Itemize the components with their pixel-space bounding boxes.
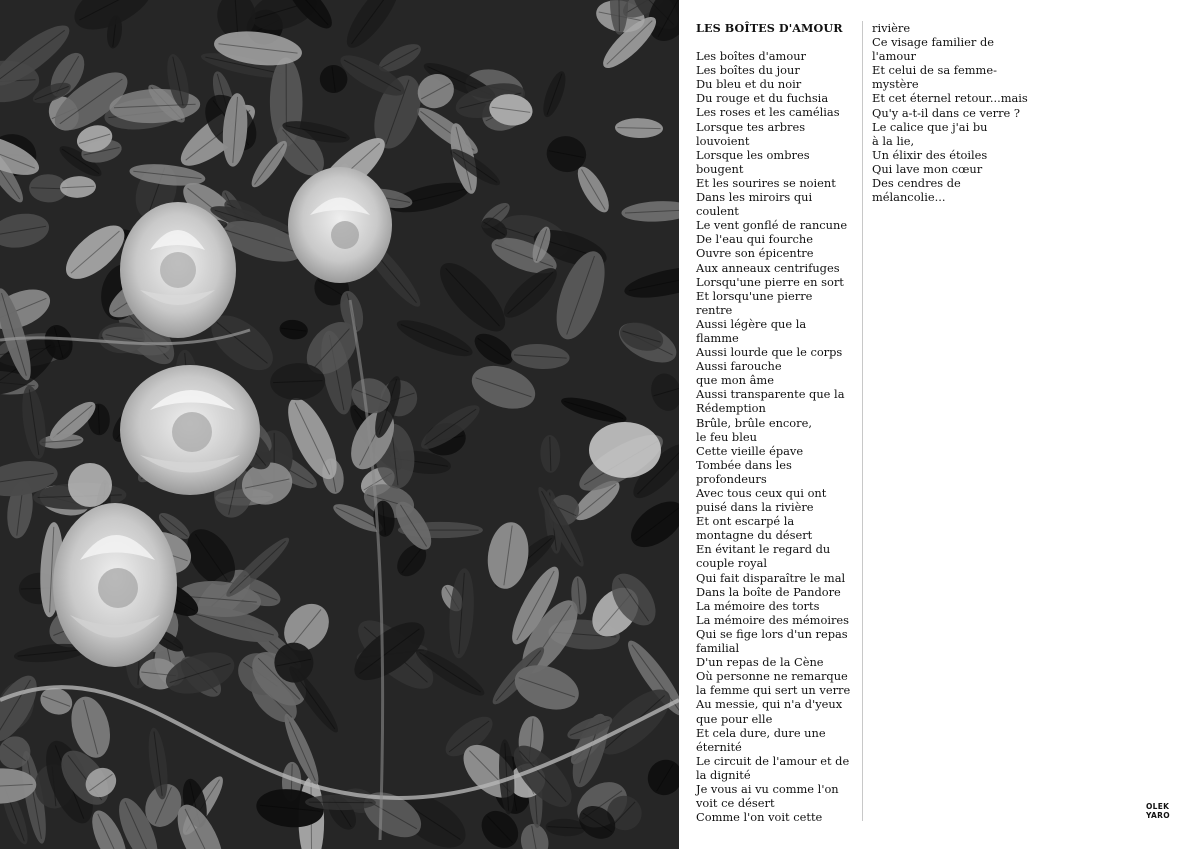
poem-line: Qui fait disparaître le mal [696,570,846,585]
poem-title: LES BOÎTES D'AMOUR [696,21,843,35]
poem-line: Aussi légère que la [696,316,807,331]
poem-line: Les boîtes du jour [696,63,800,78]
poem-line: puisé dans la rivière [696,500,814,515]
poem-line: coulent [696,204,739,219]
poem-line: la dignité [696,767,751,782]
poem-line: Le calice que j'ai bu [872,119,988,134]
poem-line: à la lie, [872,133,915,148]
poem-line: Qui se fige lors d'un repas [696,626,848,641]
poem-line: flamme [696,330,739,345]
signature-line-2: YARO [1146,810,1170,820]
poem-line: Aussi lourde que le corps [696,345,843,360]
poem-line: Du bleu et du noir [696,77,802,92]
poem-line: Aux anneaux centrifuges [696,260,840,275]
poem-line: le feu bleu [696,429,757,444]
poem-line: que mon âme [696,373,774,388]
poem-line: Et cet éternel retour...mais [872,91,1028,106]
poem-line: Et ont escarpé la [696,514,795,529]
author-signature [1146,803,1176,820]
poem-line: Où personne ne remarque [696,669,848,684]
poem-line: D'un repas de la Cène [696,655,824,670]
poem-line: que pour elle [696,711,773,726]
poem-line: La mémoire des torts [696,598,820,613]
poem-line: profondeurs [696,471,767,486]
poem-column-1 [696,21,856,824]
poem-line: Des cendres de [872,176,961,191]
poem-line: Tombée dans les [696,457,792,472]
poem-line: Les boîtes d'amour [696,49,807,64]
poem-line: Le circuit de l'amour et de [696,753,850,768]
poem-line: l'amour [872,49,917,64]
poem-line: Qui lave mon cœur [872,161,983,176]
poem-line: Je vous ai vu comme l'on [696,781,839,796]
poem-line: Avec tous ceux qui ont [696,486,827,500]
poem-line: familial [696,641,740,656]
poem-line: mélancolie... [872,190,946,205]
poem-line: Et lorsqu'une pierre [696,288,813,303]
poem-line: la femme qui sert un verre [696,683,851,698]
poem-line: éternité [696,739,742,754]
poem-line: Brûle, brûle encore, [696,415,812,430]
poem-line: bougent [696,161,744,176]
poem-line: Lorsque tes arbres [696,119,806,134]
poem-line: Un élixir des étoiles [872,147,988,162]
poem-line: Et celui de sa femme- [872,63,997,78]
poem-line: rivière [872,21,911,35]
poem-line: mystère [872,77,919,92]
poem-line: La mémoire des mémoires [696,612,850,627]
poem-line: Cette vieille épave [696,443,804,458]
poem-line: Et les sourires se noient [696,175,836,190]
poem-line: louvoient [696,133,750,148]
poem-lines-2 [872,21,1042,204]
poem-line: montagne du désert [696,528,813,543]
poem-line: Et cela dure, dure une [696,725,826,740]
poem-line: Ouvre son épicentre [696,246,814,261]
poem-line: Dans la boîte de Pandore [696,584,841,599]
poem-line: voit ce désert [696,796,775,811]
poem-line: Lorsqu'une pierre en sort [696,274,844,289]
poem-line: Les roses et les camélias [696,105,840,120]
poem-lines-1 [696,49,856,824]
poem-line: rentre [696,302,733,317]
poem-line: Qu'y a-t-il dans ce verre ? [872,105,1020,120]
poem-line: Le vent gonflé de rancune [696,218,848,233]
poem-line: Aussi farouche [696,359,782,374]
poem-line: Rédemption [696,401,766,416]
poem-line: Comme l'on voit cette [696,810,823,825]
poem-line: En évitant le regard du [696,542,831,557]
poem-line: couple royal [696,556,768,571]
poem-line: De l'eau qui fourche [696,232,813,247]
poem-line: Lorsque les ombres [696,147,810,162]
poem-line: Ce visage familier de [872,35,995,50]
poem-line: Au messie, qui n'a d'yeux [696,697,843,712]
poem-column-2 [872,21,1042,204]
poem-line: Du rouge et du fuchsia [696,91,829,106]
poem-line: Dans les miroirs qui [696,190,813,205]
signature-line-1: OLEK [1146,802,1170,811]
column-divider [862,21,863,821]
poem-line: Aussi transparente que la [696,387,845,402]
